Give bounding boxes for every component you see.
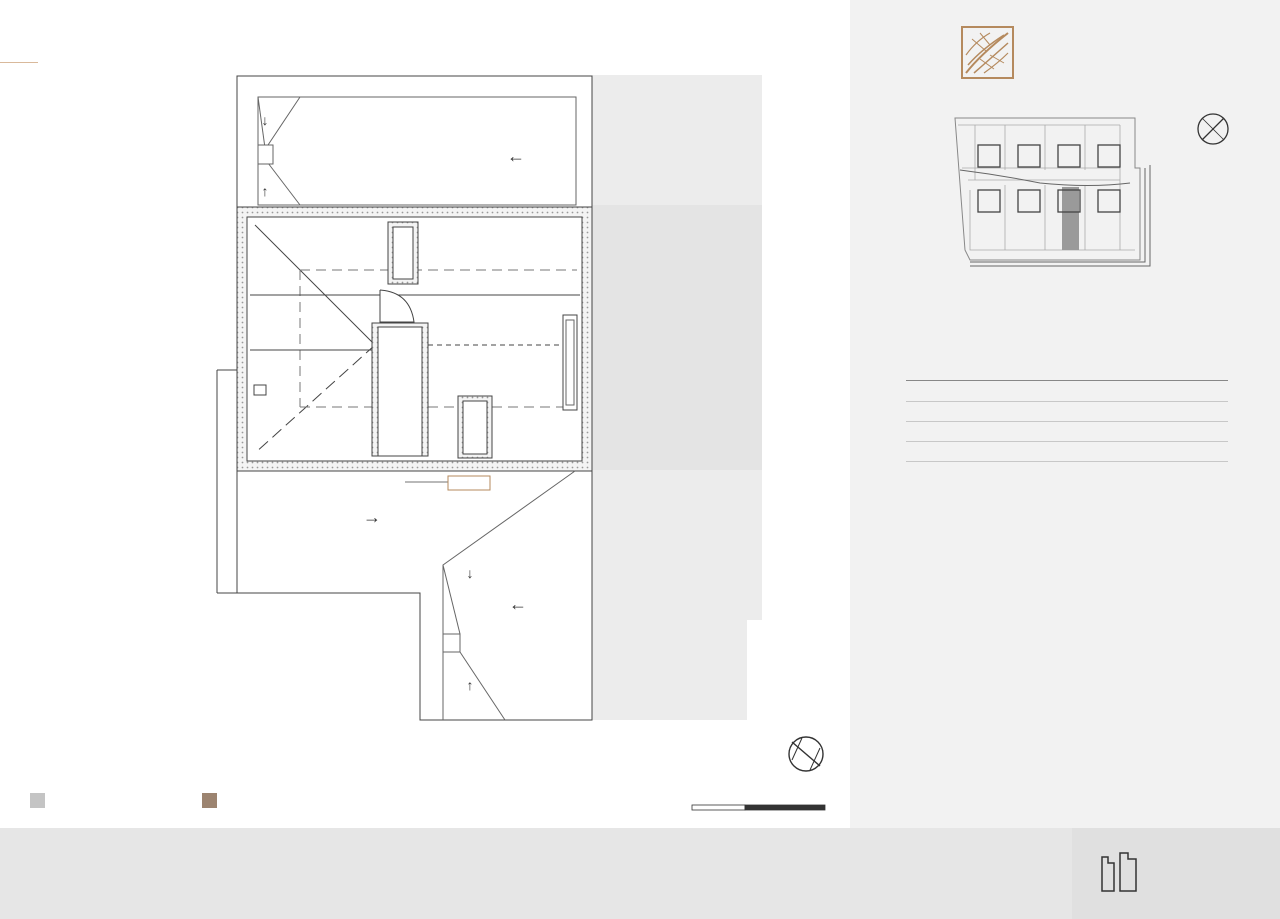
slope-arrow-right: → — [363, 507, 381, 527]
parter-value — [1188, 381, 1228, 400]
skylight-bottom-glass — [463, 401, 487, 454]
pietro-row — [906, 402, 1228, 422]
legend-partition — [202, 787, 227, 808]
partition-swatch — [202, 793, 217, 808]
title-accent-line — [0, 62, 38, 63]
attic-floor-plan — [200, 70, 770, 730]
compass-icon — [786, 734, 826, 774]
area-summary-table — [906, 361, 1228, 464]
total-area-value — [1188, 442, 1228, 461]
plan-shade-mid — [592, 205, 762, 470]
slope-arrow-left: ← — [509, 594, 527, 614]
site-locator-map — [948, 105, 1238, 285]
janpul-logo-icon — [1100, 851, 1140, 893]
slope-arrow-up: ↑ — [261, 183, 269, 199]
slope-arrow-down: ↓ — [466, 565, 474, 581]
vent — [254, 385, 266, 395]
parter-row — [906, 381, 1228, 401]
chimney — [443, 634, 460, 652]
skylight-top-glass — [393, 227, 413, 279]
pietro-value — [1188, 402, 1228, 421]
scale-graphic — [690, 804, 830, 812]
slope-arrow-down: ↓ — [261, 112, 269, 128]
roof-top-outline — [237, 76, 592, 207]
roof-hip-line — [268, 97, 300, 145]
chimney — [258, 145, 273, 164]
usable-area-label — [906, 422, 1188, 441]
usable-area-row — [906, 422, 1228, 442]
slope-arrow-left: ← — [507, 146, 525, 166]
plan-shade-top — [592, 75, 762, 205]
side-window-inner — [566, 320, 574, 405]
total-area-row — [906, 442, 1228, 462]
ac-unit — [448, 476, 490, 490]
slope-arrow-up: ↑ — [466, 677, 474, 693]
table-header — [906, 361, 1228, 381]
legend-structural — [30, 787, 55, 808]
roof-bottom-outline — [237, 471, 592, 720]
company-info — [850, 828, 1072, 919]
roof-hip-line — [268, 163, 300, 205]
total-area-label — [906, 442, 1188, 461]
structural-swatch — [30, 793, 45, 808]
usable-area-value — [1188, 422, 1228, 441]
solum-logo-icon — [960, 25, 1015, 80]
plan-shade-bottom — [592, 590, 747, 720]
stair-well — [378, 327, 422, 456]
roof-top-inner — [258, 97, 576, 205]
footer — [0, 828, 1280, 919]
roof-hip-line — [443, 565, 460, 634]
